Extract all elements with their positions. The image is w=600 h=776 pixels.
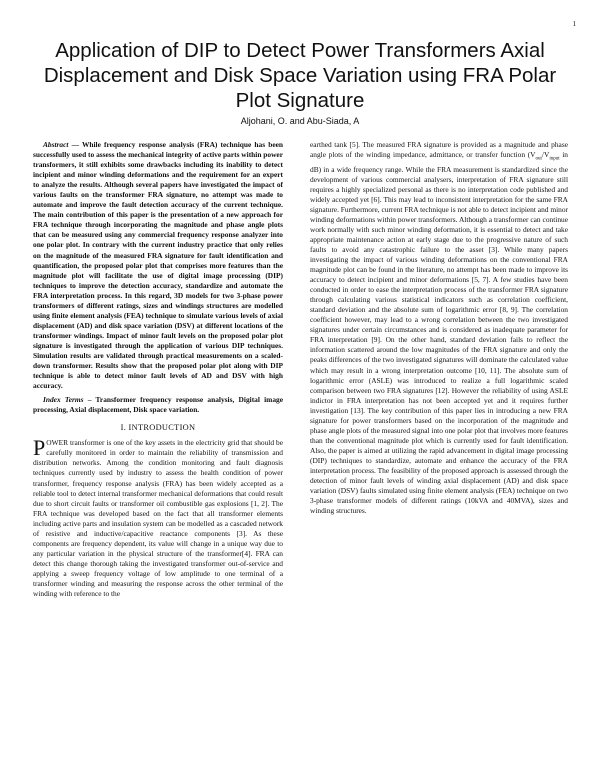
subscript-out: out: [535, 156, 542, 162]
body-text-part1: earthed tank [5]. The measured FRA signature is provided as a magnitude and phase angle plots of the winding impedance, admittance, or transfer function (V: [310, 140, 568, 160]
drop-cap: P: [33, 435, 46, 461]
right-column: [310, 140, 568, 516]
subscript-input: input: [549, 156, 560, 162]
abstract-label: Abstract: [43, 140, 69, 149]
section-heading-introduction: I. INTRODUCTION: [120, 423, 196, 433]
body-text-part3: in dB) in a wide frequency range. While the FRA measurement is standardized since the development of various commercial analysers, interpretation of FRA signature still requires a highly specialized personal as there is no interpretation code published and widely accepted yet [6]. This may lead to inconsistent interpretation for the same FRA signature. Furthermore, current FRA technique is not able to detect incipient and minor winding deformations within power transformers. Although a transformer can continue work normally with such minor winding deformation, it is essential to detect and take appropriate maintenance action at early stage due to the progressive nature of such faults to avoid any catastrophic failure to the asset [3]. While many papers investigating the impact of various winding deformations on the conventional FRA magnitude plot can be found in the literature, no attempt has been made to improve its accuracy to detect incipient and minor deformations [5, 7]. A few studies have been conducted in order to ease the interpretation process of the transformer FRA signature through calculating various statistical indicators such as correlation coefficient, standard deviation and the absolute sum of logarithmic error [8, 9]. The correlation coefficient however, may lead to a wrong correlation between the two investigated signatures under certain circumstances and is considered as inadequate parameter for FRA interpretation [9]. On the other hand, standard deviation fails to reflect the information scattered around the low magnitudes of the FRA signature and only the peaks differences of the two investigated signatures will dominate the calculated value which may result in a wrong interpretation outcome [10, 11]. The absolute sum of logarithmic error (ASLE) was introduced to realize a full logarithmic scaled comparison between two FRA signatures [12]. However the reliability of using ASLE indictor in FRA interpretation has not been accepted yet and it requires further investigation [13]. The key contribution of this paper lies in introducing a new FRA signature for power transformers based on the incorporation of the magnitude and phase angle plots of the measured signal into one polar plot that involves more features than the conventional magnitude plot which is currently used for fault identification. Also, the paper is aimed at utilizing the rapid advancement in digital image processing (DIP) techniques to standardize, automate and enhance the accuracy of the FRA interpretation process. The feasibility of the proposed approach is assessed through the detection of minor fault levels of winding axial displacement (AD) and disk space variation (DSV) faults simulated using finite element analysis (FEA) technique on two 3-phase transformer models of different ratings (10kVA and 40MVA), sizes and winding structures.: [310, 150, 568, 516]
introduction-paragraph: [33, 435, 283, 599]
introduction-text: OWER transformer is one of the key assets in the electricity grid that should be carefully monitored in order to maintain the reliability of transmission and distribution networks. Among the condition monitoring and fault diagnosis techniques currently used by industry to assess the health condition of power transformer, frequency response analysis (FRA) has been widely accepted as a reliable tool to detect internal transformer mechanical deformations that could result due to short circuit faults or transformer oil combustible gas explosions [1, 2]. The FRA technique was developed based on the fact that all transformer elements including active parts and insulation system can be modelled as a cascaded network of resistive and inductive/capacitive reactance components [3]. As these components are frequency dependent, its value will change in a unique way due to any particular variation in the physical structure of the transformer[4]. FRA can detect this change thorough taking the investigated transformer out-of-service and applying a sweep frequency voltage of low amplitude to one terminal of a transformer winding and measuring the response across the other terminal of the winding with reference to the: [33, 438, 283, 599]
page-number: 1: [572, 20, 576, 28]
abstract: [33, 140, 283, 391]
author-list: Aljohani, O. and Abu-Siada, A: [240, 116, 360, 126]
index-terms: [33, 395, 283, 415]
index-terms-label: Index Terms: [43, 395, 84, 405]
paper-title: Application of DIP to Detect Power Transformers Axial Displacement and Disk Space Variation using FRA Polar Plot Signature: [43, 39, 557, 112]
index-terms-text: – Transformer frequency response analysis, Digital image processing, Axial displacement, Disk space variation.: [33, 395, 284, 415]
body-text-part2: /V: [541, 150, 550, 160]
body-paragraph: [310, 140, 568, 516]
left-column: [33, 140, 283, 599]
abstract-text: — While frequency response analysis (FRA) technique has been successfully used to assess the mechanical integrity of active parts within power transformers, it still exhibits some drawbacks including its inability to detect incipient and minor winding deformations and the requirement for an expert to analyze the results. Although several papers have investigated the impact of various faults on the transformer FRA signature, no attempt was made to automate and improve the fault detection accuracy of the current technique. The main contribution of this paper is the presentation of a new approach for FRA technique through incorporating the magnitude and phase angle plots that can be measured using any commercial frequency response analyzer into one polar plot. In contrary with the current industry practice that only relies on the magnitude of the measured FRA signature for fault identification and quantification, the proposed polar plot that comprises more features than the magnitude plot will facilitate the use of digital image processing (DIP) techniques to improve the detection accuracy, standardize and automate the FRA interpretation process. In this regard, 3D models for two 3-phase power transformers of different ratings, sizes and windings structures are modelled using finite element analysis (FEA) technique to simulate various levels of axial displacement (AD) and disk space variation (DSV) at different locations of the transformer windings. Impact of minor fault levels on the proposed polar plot signature is investigated through the application of various DIP techniques. Simulation results are validated through practical measurements on a scaled-down transformer. Results show that the proposed polar plot along with DIP technique is able to detect minor fault levels of AD and DSV with high accuracy.: [33, 140, 283, 391]
